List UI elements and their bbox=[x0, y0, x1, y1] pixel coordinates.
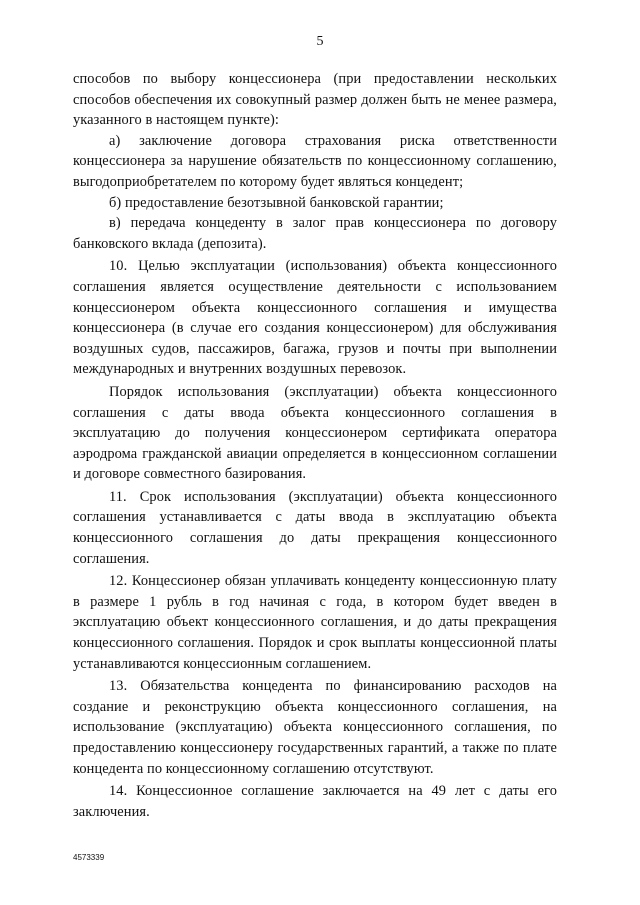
paragraph-continuation: способов по выбору концессионера (при предоставлении нескольких способов обеспечения их совокупный размер должен быть не менее размера, указанного в настоящем пункте): bbox=[73, 71, 557, 129]
paragraph-item-a: а) заключение договора страхования риска ответственности концессионера за нарушение обязательств по концессионному соглашению, выгодоприобретателем по которому будет являться концедент; bbox=[73, 132, 557, 190]
document-body bbox=[73, 69, 557, 822]
paragraph-13: 13. Обязательства концедента по финансированию расходов на создание и реконструкцию объекта концессионного соглашения, на использование (эксплуатацию) объекта концессионного соглашения, по предоставлению концессионеру государственных гарантий, а также по плате концедента по концессионному соглашению отсутствуют. bbox=[73, 678, 557, 777]
paragraph-item-b: б) предоставление безотзывной банковской гарантии; bbox=[109, 194, 444, 211]
paragraph-item-v: в) передача концеденту в залог прав концессионера по договору банковского вклада (депозита). bbox=[73, 215, 557, 252]
paragraph-14: 14. Концессионное соглашение заключается на 49 лет с даты его заключения. bbox=[73, 783, 557, 820]
paragraph-11: 11. Срок использования (эксплуатации) объекта концессионного соглашения устанавливается с даты ввода в эксплуатацию объекта концессионного соглашения до даты прекращения концессионного соглашения. bbox=[73, 488, 557, 567]
page-number: 5 bbox=[316, 34, 324, 49]
paragraph-12: 12. Концессионер обязан уплачивать концеденту концессионную плату в размере 1 рубль в год начиная с года, в котором будет введен в эксплуатацию объект концессионного соглашения, и до даты прекращения концессионного соглашения. Порядок и срок выплаты концессионной платы устанавливаются концессионным соглашением. bbox=[73, 573, 557, 672]
paragraph-10: 10. Целью эксплуатации (использования) объекта концессионного соглашения является осуществление деятельности с использованием концессионером объекта концессионного соглашения и имущества концессионера (в случае его создания концессионером) для обслуживания воздушных судов, пассажиров, багажа, грузов и почты при выполнении международных и внутренних воздушных перевозок. bbox=[73, 258, 557, 378]
document-id: 4573339 bbox=[73, 853, 105, 862]
paragraph-usage-order: Порядок использования (эксплуатации) объекта концессионного соглашения с даты ввода объекта концессионного соглашения в эксплуатацию до получения концессионером сертификата оператора аэродрома гражданской авиации определяется в концессионном соглашении и договоре совместного базирования. bbox=[73, 383, 557, 483]
